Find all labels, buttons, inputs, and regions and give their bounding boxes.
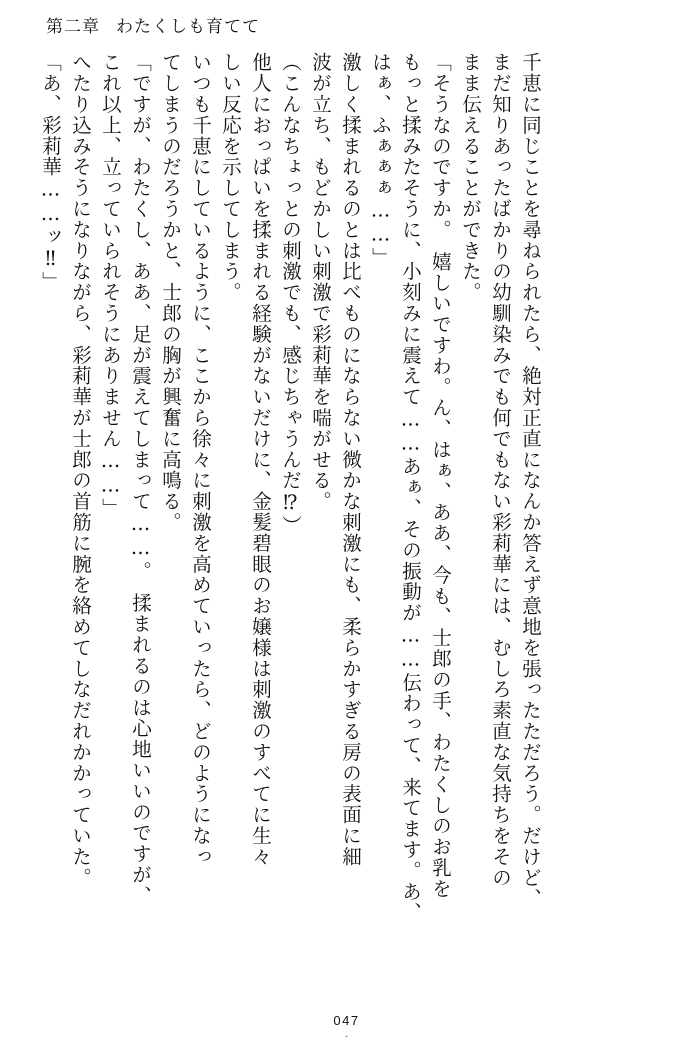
text-column: （こんなちょっとの刺激でも、感じちゃうんだ⁉） <box>279 52 302 537</box>
chapter-title: わたくしも育てて <box>116 17 260 37</box>
text-column: しい反応を示してしまう。 <box>219 52 242 303</box>
text-column: 「ですが、わたくし、ああ、足が震えてしまって……。 揉まれるのは心地いいのですが、 <box>129 52 152 907</box>
footer-mark: - <box>344 1032 349 1042</box>
text-column: もっと揉みたそうに、小刻みに震えて……あぁ、その振動が……伝わって、来てます。あ、 <box>399 52 422 923</box>
text-column: 波が立ち、もどかしい刺激で彩莉華を喘がせる。 <box>309 52 332 512</box>
body-text-block <box>30 52 671 1002</box>
text-column: いつも千恵にしているように、ここから徐々に刺激を高めていったら、どのようになっ <box>189 52 212 868</box>
text-column: 「あ、彩莉華……ッ‼」 <box>39 52 62 293</box>
text-column: 激しく揉まれるのとは比べものにならない微かな刺激にも、柔らかすぎる房の表面に細 <box>339 52 362 868</box>
text-column: 「そうなのですか。 嬉しいですわ。ん、はぁ、ああ、今も、士郎の手、わたくしのお乳を <box>429 52 452 900</box>
text-column: これ以上、立っていられそうにありません……」 <box>99 52 122 519</box>
text-column: はぁ、ふぁぁぁ……」 <box>369 52 392 268</box>
text-column: へたり込みそうになりながら、彩莉華が士郎の首筋に腕を絡めてしなだれかかっていた。 <box>69 52 92 888</box>
page-number: 047 <box>333 1013 360 1028</box>
chapter-header <box>46 12 260 37</box>
text-column: まだ知りあったばかりの幼馴染みでも何でもない彩莉華には、むしろ素直な気持ちをその <box>489 52 512 888</box>
text-column: 千恵に同じことを尋ねられたら、絶対正直になんか答えず意地を張ったただろう。だけど、 <box>519 52 542 909</box>
chapter-number: 第二章 <box>46 17 100 37</box>
text-column: 他人におっぱいを揉まれる経験がないだけに、金髪碧眼のお嬢様は刺激のすべてに生々 <box>249 52 272 868</box>
text-column: まま伝えることができた。 <box>459 52 482 303</box>
text-column: てしまうのだろうかと、士郎の胸が興奮に高鳴る。 <box>159 52 182 533</box>
